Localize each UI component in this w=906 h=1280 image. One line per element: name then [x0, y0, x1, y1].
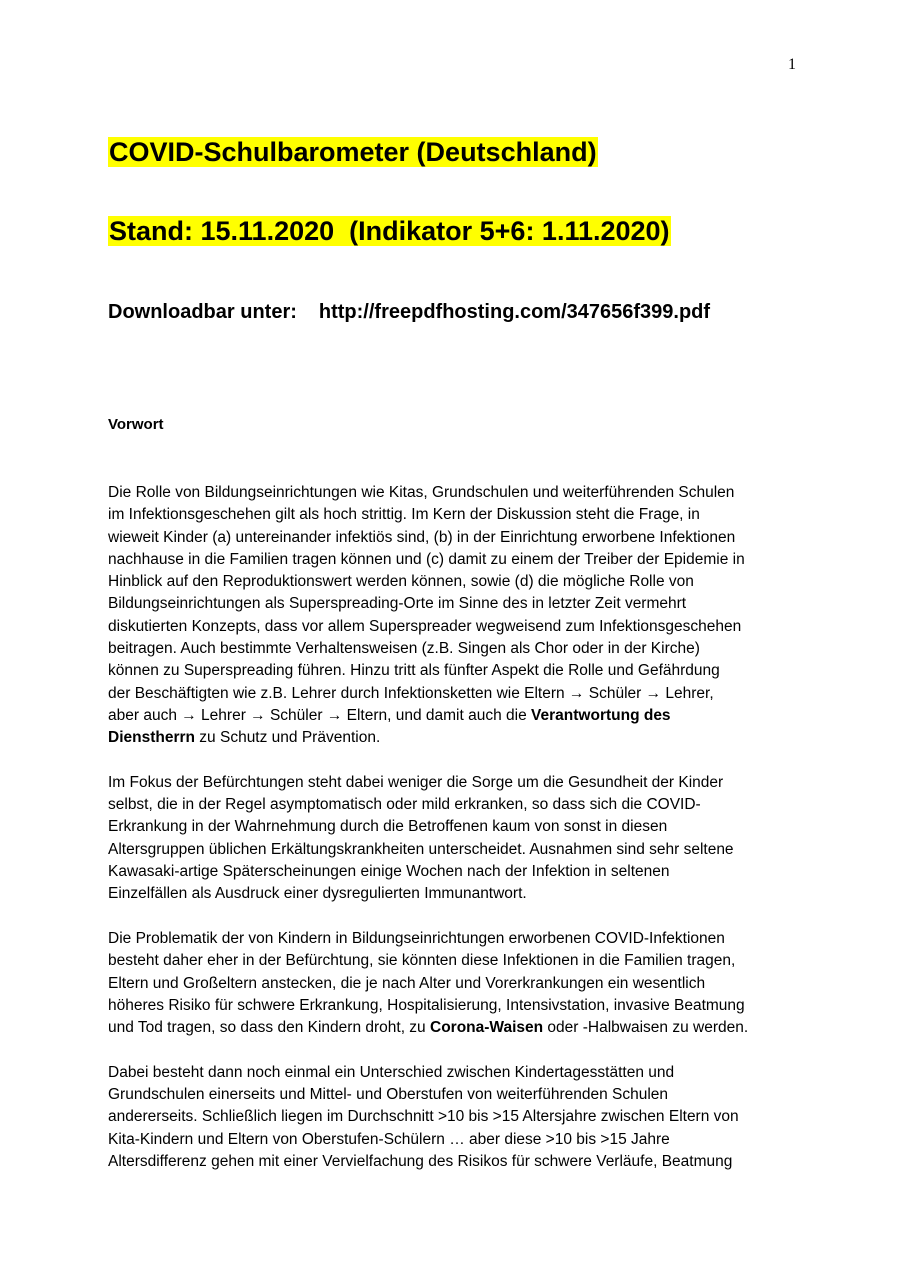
text-run: zu Schutz und Prävention.	[195, 729, 381, 747]
paragraph-line: diskutierten Konzepts, dass vor allem Superspreader wegweisend zum Infektionsgeschehen	[108, 617, 742, 635]
paragraph-line: besteht daher eher in der Befürchtung, sie könnten diese Infektionen in die Familien tragen,	[108, 952, 736, 970]
document-title	[108, 134, 598, 170]
date-highlight: Stand: 15.11.2020 (Indikator 5+6: 1.11.2020)	[109, 216, 670, 246]
text-run: und Tod tragen, so dass den Kindern droht, zu	[108, 1019, 430, 1037]
body-text	[108, 482, 800, 1196]
paragraph-line: wieweit Kinder (a) untereinander infektiös sind, (b) in der Einrichtung erworbene Infektionen	[108, 528, 736, 546]
bold-text: Dienstherrn	[108, 729, 195, 747]
text-run: aber auch → Lehrer → Schüler → Eltern, und damit auch die	[108, 706, 532, 724]
paragraph-line: Kawasaki-artige Späterscheinungen einige Wochen nach der Infektion in seltenen	[108, 863, 670, 881]
paragraph-line: Einzelfällen als Ausdruck einer dysregulierten Immunantwort.	[108, 885, 527, 903]
paragraph-line: Erkrankung in der Wahrnehmung durch die Betroffenen kaum von sonst in diesen	[108, 818, 668, 836]
paragraph-line: Im Fokus der Befürchtungen steht dabei weniger die Sorge um die Gesundheit der Kinder	[108, 773, 724, 791]
paragraph-line: Eltern und Großeltern anstecken, die je nach Alter und Vorerkrankungen ein wesentlich	[108, 974, 706, 992]
download-url[interactable]: http://freepdfhosting.com/347656f399.pdf	[318, 301, 711, 323]
paragraph-line: beitragen. Auch bestimmte Verhaltensweisen (z.B. Singen als Chor oder in der Kirche)	[108, 640, 700, 658]
paragraph-line: Hinblick auf den Reproduktionswert werden können, sowie (d) die mögliche Rolle von	[108, 573, 694, 591]
bold-text: Verantwortung des	[531, 706, 671, 724]
paragraph-line: nachhause in die Familien tragen können und (c) damit zu einem der Treiber der Epidemie in	[108, 550, 745, 568]
paragraph-1	[108, 482, 800, 750]
paragraph-line: Altersdifferenz gehen mit einer Vervielfachung des Risikos für schwere Verläufe, Beatmung	[108, 1152, 733, 1170]
paragraph-line: Kita-Kindern und Eltern von Oberstufen-Schülern … aber diese >10 bis >15 Jahre	[108, 1130, 670, 1148]
paragraph-line: andererseits. Schließlich liegen im Durchschnitt >10 bis >15 Altersjahre zwischen Eltern von	[108, 1108, 739, 1126]
paragraph-line: Die Rolle von Bildungseinrichtungen wie Kitas, Grundschulen und weiterführenden Schulen	[108, 484, 735, 501]
paragraph-line: im Infektionsgeschehen gilt als hoch strittig. Im Kern der Diskussion steht die Frage, in	[108, 506, 700, 524]
paragraph-line: höheres Risiko für schwere Erkrankung, Hospitalisierung, Intensivstation, invasive Beatmung	[108, 996, 745, 1014]
paragraph-2	[108, 772, 800, 906]
paragraph-line: Die Problematik der von Kindern in Bildungseinrichtungen erworbenen COVID-Infektionen	[108, 929, 725, 947]
paragraph-line: Grundschulen einerseits und Mittel- und Oberstufen von weiterführenden Schulen	[108, 1086, 669, 1104]
text-run: oder -Halbwaisen zu werden.	[543, 1019, 749, 1037]
paragraph-line	[108, 1017, 800, 1039]
paragraph-line	[108, 727, 800, 749]
paragraph-line	[108, 705, 800, 727]
download-line	[108, 299, 710, 325]
paragraph-line: Dabei besteht dann noch einmal ein Unterschied zwischen Kindertagesstätten und	[108, 1063, 675, 1081]
paragraph-line: Altersgruppen üblichen Erkältungskrankheiten unterscheidet. Ausnahmen sind sehr seltene	[108, 840, 734, 858]
title-highlight: COVID-Schulbarometer (Deutschland)	[109, 137, 597, 167]
document-date	[108, 213, 671, 249]
section-heading: Vorwort	[108, 416, 164, 433]
paragraph-line: der Beschäftigten wie z.B. Lehrer durch Infektionsketten wie Eltern → Schüler → Lehrer,	[108, 684, 714, 702]
page-number: 1	[788, 56, 796, 73]
paragraph-line: selbst, die in der Regel asymptomatisch oder mild erkranken, so dass sich die COVID-	[108, 796, 701, 814]
paragraph-3	[108, 928, 800, 1039]
paragraph-4	[108, 1062, 800, 1173]
paragraph-line: können zu Superspreading führen. Hinzu tritt als fünfter Aspekt die Rolle und Gefährdung	[108, 662, 720, 680]
paragraph-line: Bildungseinrichtungen als Superspreading-Orte im Sinne des in letzter Zeit vermehrt	[108, 595, 687, 613]
download-label: Downloadbar unter:	[108, 301, 297, 323]
bold-text: Corona-Waisen	[430, 1019, 544, 1037]
